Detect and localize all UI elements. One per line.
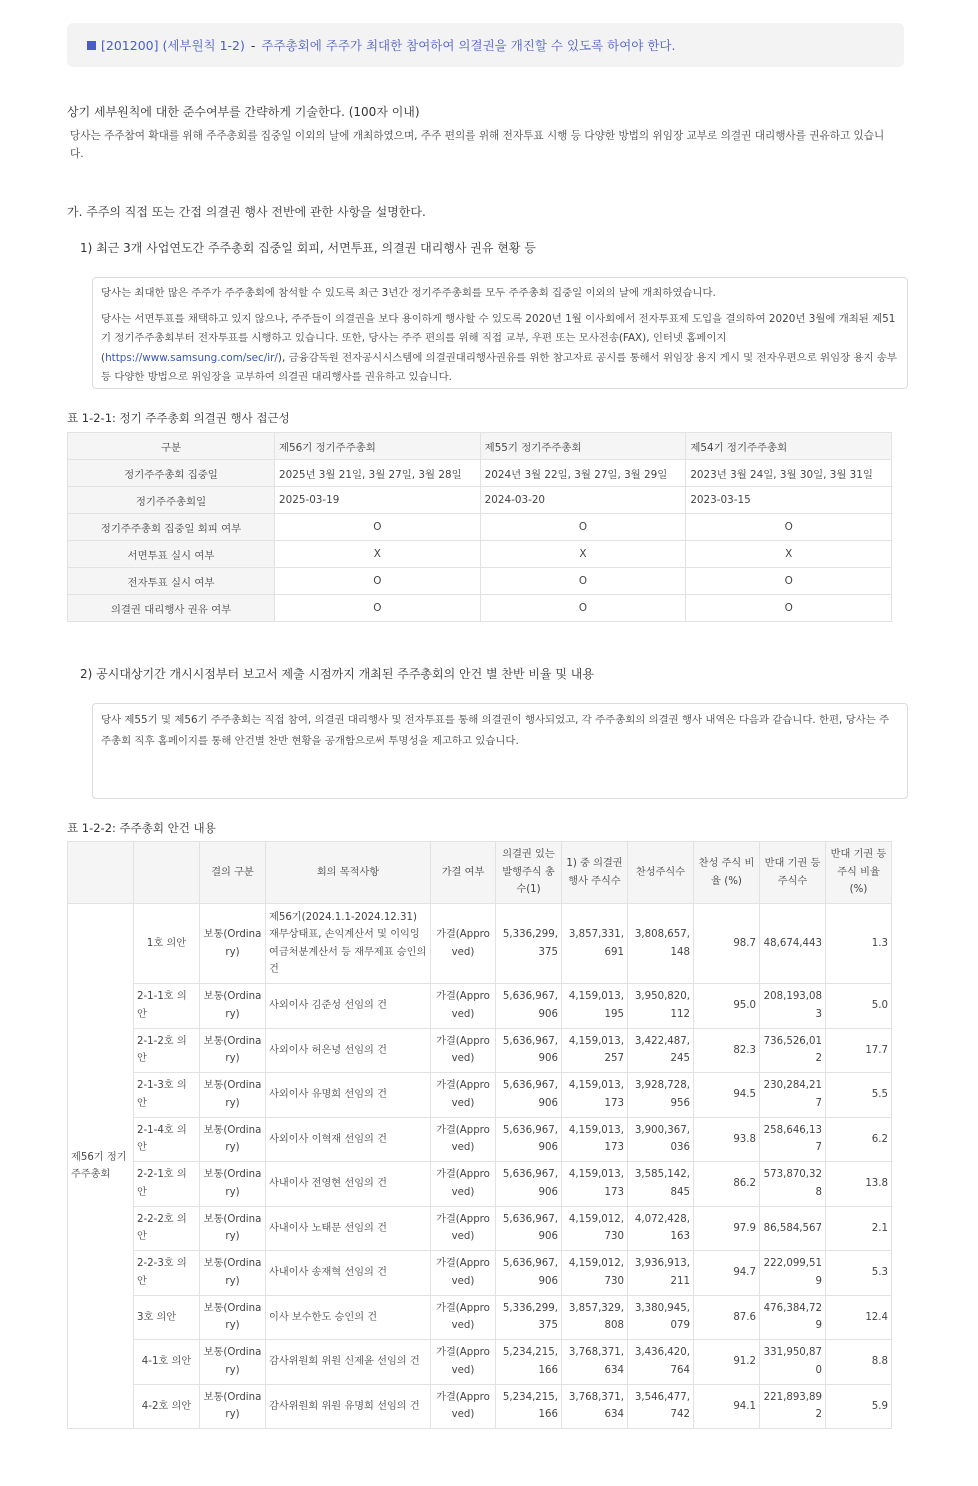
against-shares: 48,674,443: [760, 904, 826, 984]
agenda-purpose: 제56기(2024.1.1-2024.12.31) 재무상태표, 손익계산서 및 이익잉여금처분계산서 등 재무제표 승인의 건: [266, 904, 431, 984]
approve-ratio: 97.9: [694, 1206, 760, 1251]
table-row: [68, 541, 892, 568]
exercised-shares: 4,159,013,173: [562, 1073, 628, 1118]
table2-header-cell: [68, 842, 134, 904]
voting-shares-total: 5,234,215,166: [496, 1384, 562, 1429]
approve-shares: 4,072,428,163: [628, 1206, 694, 1251]
against-shares: 86,584,567: [760, 1206, 826, 1251]
table2-header-cell: 찬성주식수: [628, 842, 694, 904]
approve-ratio: 86.2: [694, 1162, 760, 1207]
row-label: 의결권 대리행사 권유 여부: [68, 595, 275, 622]
approve-ratio: 94.1: [694, 1384, 760, 1429]
table-cell: X: [275, 541, 481, 568]
table-cell: O: [275, 595, 481, 622]
table-row: [68, 1384, 892, 1429]
approve-ratio: 95.0: [694, 984, 760, 1029]
table-cell: 2023-03-15: [686, 487, 892, 514]
table-cell: X: [686, 541, 892, 568]
approve-shares: 3,900,367,036: [628, 1117, 694, 1162]
square-bullet-icon: [87, 41, 96, 50]
against-ratio: 13.8: [826, 1162, 892, 1207]
subsection-2-paragraph: 당사 제55기 및 제56기 주주총회는 직접 참여, 의결권 대리행사 및 전자투표를 통해 의결권이 행사되었고, 각 주주총회의 의결권 행사 내역은 다음과 같습니다. 한편, 당사는 주주총회 직후 홈페이지를 통해 안건별 찬반 현황을 공개함으로써 투명성을 제고하고 있습니다.: [101, 714, 890, 747]
subsection-1-content-box: [92, 277, 908, 389]
voting-shares-total: 5,234,215,166: [496, 1340, 562, 1385]
table2-header-cell: 1) 중 의결권 행사 주식수: [562, 842, 628, 904]
agenda-purpose: 감사위원회 위원 신제윤 선임의 건: [266, 1340, 431, 1385]
resolution-type: 보통(Ordinary): [200, 1073, 266, 1118]
approve-ratio: 98.7: [694, 904, 760, 984]
agenda-purpose: 사외이사 허은녕 선임의 건: [266, 1028, 431, 1073]
row-label: 정기주주총회 집중일: [68, 460, 275, 487]
resolution-type: 보통(Ordinary): [200, 904, 266, 984]
approve-shares: 3,436,420,764: [628, 1340, 694, 1385]
approval-status: 가결(Approved): [431, 1206, 496, 1251]
against-shares: 476,384,729: [760, 1295, 826, 1340]
table-cell: O: [686, 514, 892, 541]
approval-status: 가결(Approved): [431, 1073, 496, 1118]
table-cell: O: [275, 514, 481, 541]
resolution-type: 보통(Ordinary): [200, 1117, 266, 1162]
section-heading-ga: 가. 주주의 직접 또는 간접 의결권 행사 전반에 관한 사항을 설명한다.: [67, 205, 426, 219]
table1-header-cell: 제55기 정기주주총회: [480, 433, 686, 460]
meeting-name-cell: 제56기 정기주주총회: [68, 904, 134, 1429]
against-shares: 331,950,870: [760, 1340, 826, 1385]
approve-shares: 3,380,945,079: [628, 1295, 694, 1340]
subsection-2-content-box: [92, 703, 908, 799]
table2-header-cell: 반대 기권 등 주식수: [760, 842, 826, 904]
approve-ratio: 82.3: [694, 1028, 760, 1073]
table1-header-cell: 제56기 정기주주총회: [275, 433, 481, 460]
exercised-shares: 3,768,371,634: [562, 1384, 628, 1429]
table-cell: 2025년 3월 21일, 3월 27일, 3월 28일: [275, 460, 481, 487]
exercised-shares: 3,857,331,691: [562, 904, 628, 984]
agenda-purpose: 사외이사 유명희 선임의 건: [266, 1073, 431, 1118]
table-row: [68, 1206, 892, 1251]
against-ratio: 1.3: [826, 904, 892, 984]
agenda-purpose: 사외이사 김준성 선임의 건: [266, 984, 431, 1029]
approve-ratio: 93.8: [694, 1117, 760, 1162]
voting-shares-total: 5,336,299,375: [496, 1295, 562, 1340]
table-cell: 2024-03-20: [480, 487, 686, 514]
row-label: 정기주주총회일: [68, 487, 275, 514]
section-title-bar: [67, 23, 904, 67]
resolution-type: 보통(Ordinary): [200, 1251, 266, 1296]
table-cell: 2023년 3월 24일, 3월 30일, 3월 31일: [686, 460, 892, 487]
table2-header-cell: [134, 842, 200, 904]
approve-ratio: 94.7: [694, 1251, 760, 1296]
approval-status: 가결(Approved): [431, 1251, 496, 1296]
table-row: [68, 1073, 892, 1118]
against-ratio: 2.1: [826, 1206, 892, 1251]
agenda-number: 2-1-2호 의안: [134, 1028, 200, 1073]
approve-shares: 3,546,477,742: [628, 1384, 694, 1429]
summary-heading: 상기 세부원칙에 대한 준수여부를 간략하게 기술한다. (100자 이내): [67, 105, 420, 119]
against-shares: 736,526,012: [760, 1028, 826, 1073]
agenda-number: 2-1-3호 의안: [134, 1073, 200, 1118]
agenda-number: 2-2-3호 의안: [134, 1251, 200, 1296]
table-row: [68, 487, 892, 514]
agenda-number: 4-2호 의안: [134, 1384, 200, 1429]
table2-header-cell: 반대 기권 등 주식 비율(%): [826, 842, 892, 904]
against-shares: 573,870,328: [760, 1162, 826, 1207]
against-ratio: 5.3: [826, 1251, 892, 1296]
approve-shares: 3,585,142,845: [628, 1162, 694, 1207]
voting-shares-total: 5,636,967,906: [496, 1073, 562, 1118]
voting-shares-total: 5,636,967,906: [496, 1162, 562, 1207]
paragraph-2-text-a: 당사는 서면투표를 채택하고 있지 않으나, 주주들이 의결권을 보다 용이하게 행사할 수 있도록 2020년 1월 이사회에서 전자투표제 도입을 결의하여 2020년 3월에 개최된 제51기 정기주주총회부터 전자투표를 시행하고 있습니다. 또한, 당사는 주주 편의를 위해 직접 교부, 우편 또는 모사전송(FAX), 인터넷 홈페이지(: [101, 312, 896, 364]
table2-header-cell: 결의 구분: [200, 842, 266, 904]
resolution-type: 보통(Ordinary): [200, 1340, 266, 1385]
table-row: [68, 1117, 892, 1162]
title-separator: -: [250, 37, 256, 53]
against-ratio: 8.8: [826, 1340, 892, 1385]
against-ratio: 5.0: [826, 984, 892, 1029]
table-row: [68, 904, 892, 984]
approval-status: 가결(Approved): [431, 1162, 496, 1207]
agenda-purpose: 사외이사 이혁재 선임의 건: [266, 1117, 431, 1162]
agenda-purpose: 이사 보수한도 승인의 건: [266, 1295, 431, 1340]
exercised-shares: 3,857,329,808: [562, 1295, 628, 1340]
resolution-type: 보통(Ordinary): [200, 1384, 266, 1429]
shareholder-meeting-access-table: [67, 432, 892, 622]
agenda-purpose: 사내이사 전영현 선임의 건: [266, 1162, 431, 1207]
exercised-shares: 4,159,013,173: [562, 1117, 628, 1162]
voting-shares-total: 5,636,967,906: [496, 1117, 562, 1162]
summary-text: 당사는 주주참여 확대를 위해 주주총회를 집중일 이외의 날에 개최하였으며, 주주 편의를 위해 전자투표 시행 등 다양한 방법의 위임장 교부로 의결권 대리행사를 권유하고 있습니다.: [70, 130, 885, 160]
table-row: [68, 984, 892, 1029]
row-label: 서면투표 실시 여부: [68, 541, 275, 568]
against-shares: 230,284,217: [760, 1073, 826, 1118]
table-cell: O: [480, 568, 686, 595]
agenda-number: 3호 의안: [134, 1295, 200, 1340]
table-row: [68, 595, 892, 622]
agenda-purpose: 사내이사 송재혁 선임의 건: [266, 1251, 431, 1296]
principle-title: 주주총회에 주주가 최대한 참여하여 의결권을 개진할 수 있도록 하여야 한다.: [261, 38, 676, 53]
approve-ratio: 91.2: [694, 1340, 760, 1385]
agenda-number: 4-1호 의안: [134, 1340, 200, 1385]
table2-caption: 표 1-2-2: 주주총회 안건 내용: [67, 821, 216, 835]
against-ratio: 12.4: [826, 1295, 892, 1340]
voting-shares-total: 5,636,967,906: [496, 1206, 562, 1251]
approval-status: 가결(Approved): [431, 904, 496, 984]
exercised-shares: 4,159,012,730: [562, 1206, 628, 1251]
resolution-type: 보통(Ordinary): [200, 984, 266, 1029]
agenda-results-table: [67, 841, 892, 1429]
voting-shares-total: 5,636,967,906: [496, 984, 562, 1029]
subsection-1-paragraph-2: [101, 310, 899, 388]
subsection-1-paragraph-1: 당사는 최대한 많은 주주가 주주총회에 참석할 수 있도록 최근 3년간 정기주주총회를 모두 주주총회 집중일 이외의 날에 개최하였습니다.: [101, 287, 716, 299]
approval-status: 가결(Approved): [431, 1340, 496, 1385]
approval-status: 가결(Approved): [431, 1117, 496, 1162]
agenda-number: 2-2-2호 의안: [134, 1206, 200, 1251]
resolution-type: 보통(Ordinary): [200, 1295, 266, 1340]
table-cell: X: [480, 541, 686, 568]
agenda-number: 2-1-1호 의안: [134, 984, 200, 1029]
table-cell: 2024년 3월 22일, 3월 27일, 3월 29일: [480, 460, 686, 487]
approve-ratio: 87.6: [694, 1295, 760, 1340]
paragraph-2-text-b: ), 금융감독원 전자공시시스템에 의결권대리행사권유를 위한 참고자료 공시를 통해서 위임장 용지 게시 및 전자우편으로 위임장 용지 송부 등 다양한 방법으로 위임장을 교부하여 의결권 대리행사를 권유하고 있습니다.: [101, 351, 897, 383]
approve-shares: 3,422,487,245: [628, 1028, 694, 1073]
table1-header-cell: 구분: [68, 433, 275, 460]
table-row: [68, 460, 892, 487]
voting-shares-total: 5,636,967,906: [496, 1251, 562, 1296]
table2-header-cell: 찬성 주식 비율 (%): [694, 842, 760, 904]
table-cell: O: [275, 568, 481, 595]
approve-shares: 3,950,820,112: [628, 984, 694, 1029]
exercised-shares: 3,768,371,634: [562, 1340, 628, 1385]
table-row: [68, 514, 892, 541]
agenda-purpose: 사내이사 노태문 선임의 건: [266, 1206, 431, 1251]
table2-header-row: [68, 842, 892, 904]
table1-header-cell: 제54기 정기주주총회: [686, 433, 892, 460]
against-shares: 258,646,137: [760, 1117, 826, 1162]
exercised-shares: 4,159,013,195: [562, 984, 628, 1029]
approve-shares: 3,808,657,148: [628, 904, 694, 984]
resolution-type: 보통(Ordinary): [200, 1162, 266, 1207]
principle-code: [201200] (세부원칙 1-2): [101, 38, 245, 53]
subsection-2-title: 2) 공시대상기간 개시시점부터 보고서 제출 시점까지 개최된 주주총회의 안건 별 찬반 비율 및 내용: [80, 667, 594, 681]
approval-status: 가결(Approved): [431, 1295, 496, 1340]
agenda-number: 2-1-4호 의안: [134, 1117, 200, 1162]
table2-header-cell: 회의 목적사항: [266, 842, 431, 904]
against-shares: 208,193,083: [760, 984, 826, 1029]
table-cell: O: [686, 595, 892, 622]
approve-shares: 3,928,728,956: [628, 1073, 694, 1118]
table-row: [68, 1251, 892, 1296]
agenda-number: 1호 의안: [134, 904, 200, 984]
table2-header-cell: 가결 여부: [431, 842, 496, 904]
table1-header-row: [68, 433, 892, 460]
table-row: [68, 1295, 892, 1340]
against-ratio: 5.5: [826, 1073, 892, 1118]
table-row: [68, 1028, 892, 1073]
approval-status: 가결(Approved): [431, 1384, 496, 1429]
exercised-shares: 4,159,012,730: [562, 1251, 628, 1296]
resolution-type: 보통(Ordinary): [200, 1206, 266, 1251]
table-cell: O: [480, 595, 686, 622]
against-shares: 222,099,519: [760, 1251, 826, 1296]
approval-status: 가결(Approved): [431, 1028, 496, 1073]
table-row: [68, 1162, 892, 1207]
against-ratio: 6.2: [826, 1117, 892, 1162]
against-ratio: 5.9: [826, 1384, 892, 1429]
against-ratio: 17.7: [826, 1028, 892, 1073]
table1-caption: 표 1-2-1: 정기 주주총회 의결권 행사 접근성: [67, 411, 290, 425]
resolution-type: 보통(Ordinary): [200, 1028, 266, 1073]
exercised-shares: 4,159,013,173: [562, 1162, 628, 1207]
row-label: 전자투표 실시 여부: [68, 568, 275, 595]
table-cell: O: [686, 568, 892, 595]
agenda-number: 2-2-1호 의안: [134, 1162, 200, 1207]
agenda-purpose: 감사위원회 위원 유명희 선임의 건: [266, 1384, 431, 1429]
table-cell: O: [480, 514, 686, 541]
row-label: 정기주주총회 집중일 회피 여부: [68, 514, 275, 541]
approve-shares: 3,936,913,211: [628, 1251, 694, 1296]
against-shares: 221,893,892: [760, 1384, 826, 1429]
table-row: [68, 1340, 892, 1385]
table2-header-cell: 의결권 있는 발행주식 총수(1): [496, 842, 562, 904]
voting-shares-total: 5,336,299,375: [496, 904, 562, 984]
approval-status: 가결(Approved): [431, 984, 496, 1029]
voting-shares-total: 5,636,967,906: [496, 1028, 562, 1073]
table-row: [68, 568, 892, 595]
samsung-ir-link[interactable]: https://www.samsung.com/sec/ir/: [105, 351, 278, 364]
table-cell: 2025-03-19: [275, 487, 481, 514]
subsection-1-title: 1) 최근 3개 사업연도간 주주총회 집중일 회피, 서면투표, 의결권 대리행사 권유 현황 등: [80, 241, 536, 255]
exercised-shares: 4,159,013,257: [562, 1028, 628, 1073]
approve-ratio: 94.5: [694, 1073, 760, 1118]
